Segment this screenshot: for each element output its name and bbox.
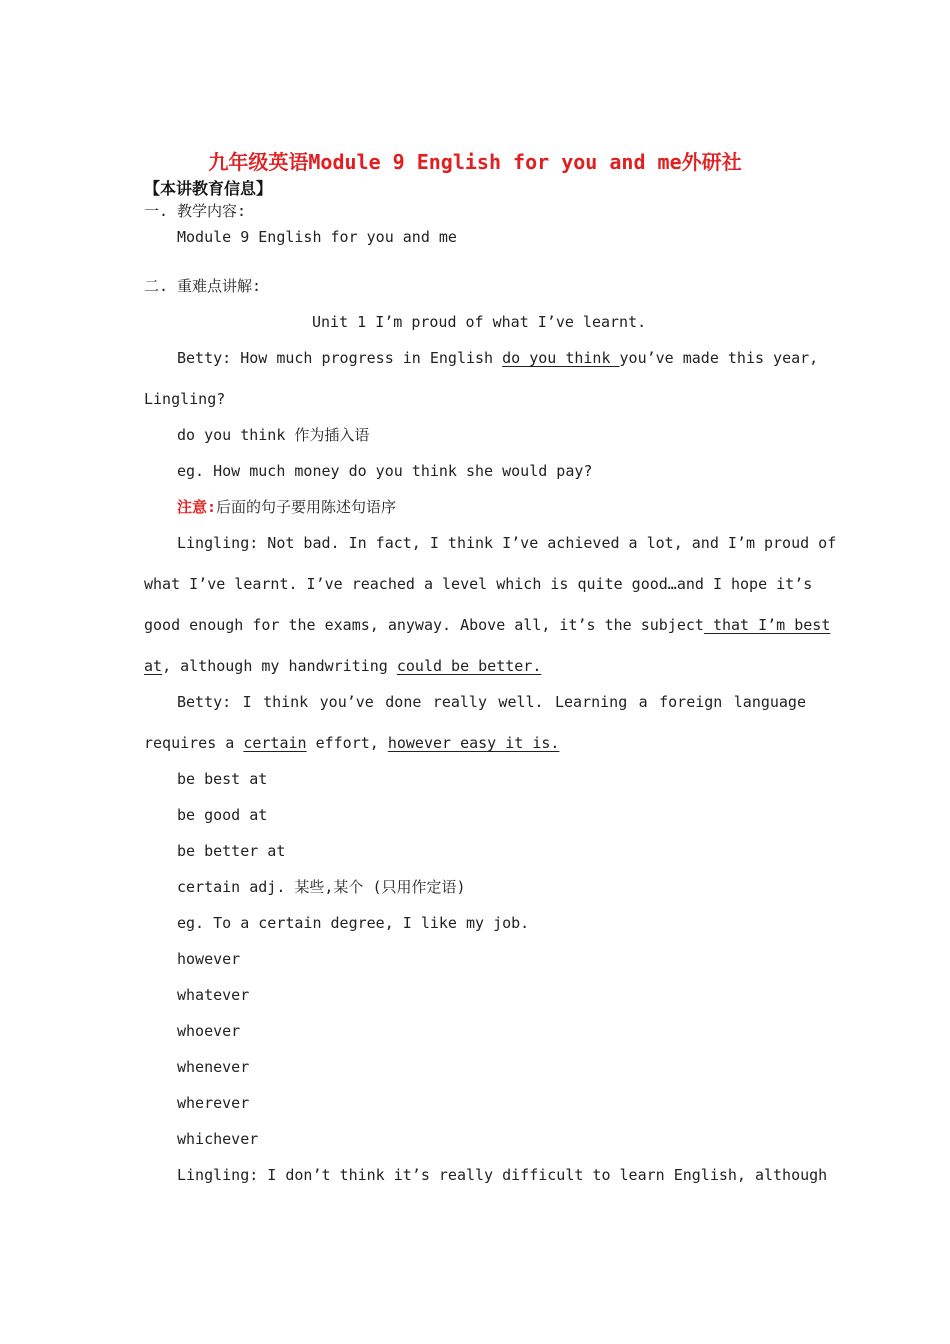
underlined-could-be-better: could be better.	[396, 657, 542, 675]
underlined-at: at	[144, 657, 163, 675]
part1-heading: 一. 教学内容:	[144, 202, 247, 220]
phrase-item: be better at	[177, 842, 286, 860]
certain-note: certain adj. 某些,某个 (只用作定语)	[177, 878, 466, 896]
lingling-text-a: good enough for the exams, anyway. Above all, it’s the subject	[144, 616, 704, 634]
underlined-however-easy: however easy it is.	[387, 734, 560, 752]
example-2: eg. To a certain degree, I like my job.	[177, 914, 530, 932]
lingling-text-b: , although my handwriting	[162, 657, 397, 675]
unit-title: Unit 1 I’m proud of what I’ve learnt.	[312, 313, 647, 331]
underlined-that-im-best: that I’m best	[703, 616, 831, 634]
betty-text-d: effort,	[306, 734, 388, 752]
betty-line-1	[177, 348, 819, 368]
lingling-line-2: what I’ve learnt. I’ve reached a level which is quite good…and I hope it’s	[144, 575, 813, 593]
ever-word: whoever	[177, 1022, 241, 1040]
lingling-line-5: Lingling: I don’t think it’s really difficult to learn English, although	[177, 1166, 828, 1184]
attention-note	[177, 497, 396, 517]
ever-word: wherever	[177, 1094, 250, 1112]
betty-line-3	[144, 733, 559, 753]
ever-word: however	[177, 950, 241, 968]
underlined-certain: certain	[243, 734, 307, 752]
ever-word: whenever	[177, 1058, 250, 1076]
betty-text-a: Betty: How much progress in English	[177, 349, 503, 367]
document-title: 九年级英语Module 9 English for you and me外研社	[208, 150, 742, 174]
phrase-item: be good at	[177, 806, 268, 824]
lingling-line-4	[144, 656, 541, 676]
part2-heading: 二. 重难点讲解:	[144, 277, 262, 295]
ever-word: whichever	[177, 1130, 259, 1148]
part1-content: Module 9 English for you and me	[177, 228, 457, 246]
lingling-line-3	[144, 615, 831, 635]
attention-label: 注意:	[177, 498, 217, 516]
section-heading: 【本讲教育信息】	[144, 179, 273, 198]
phrase-item: be best at	[177, 770, 268, 788]
example-1: eg. How much money do you think she would pay?	[177, 462, 593, 480]
betty-text-c: requires a	[144, 734, 244, 752]
ever-word: whatever	[177, 986, 250, 1004]
attention-text: 后面的句子要用陈述句语序	[216, 498, 397, 516]
betty-line-1-cont: Lingling?	[144, 390, 226, 408]
note-do-you-think: do you think 作为插入语	[177, 426, 370, 444]
betty-line-2: Betty: I think you’ve done really well. Learning a foreign language	[177, 693, 806, 711]
underlined-do-you-think: do you think	[502, 349, 620, 367]
betty-text-b: you’ve made this year,	[619, 349, 819, 367]
lingling-line-1: Lingling: Not bad. In fact, I think I’ve achieved a lot, and I’m proud of	[177, 534, 837, 552]
